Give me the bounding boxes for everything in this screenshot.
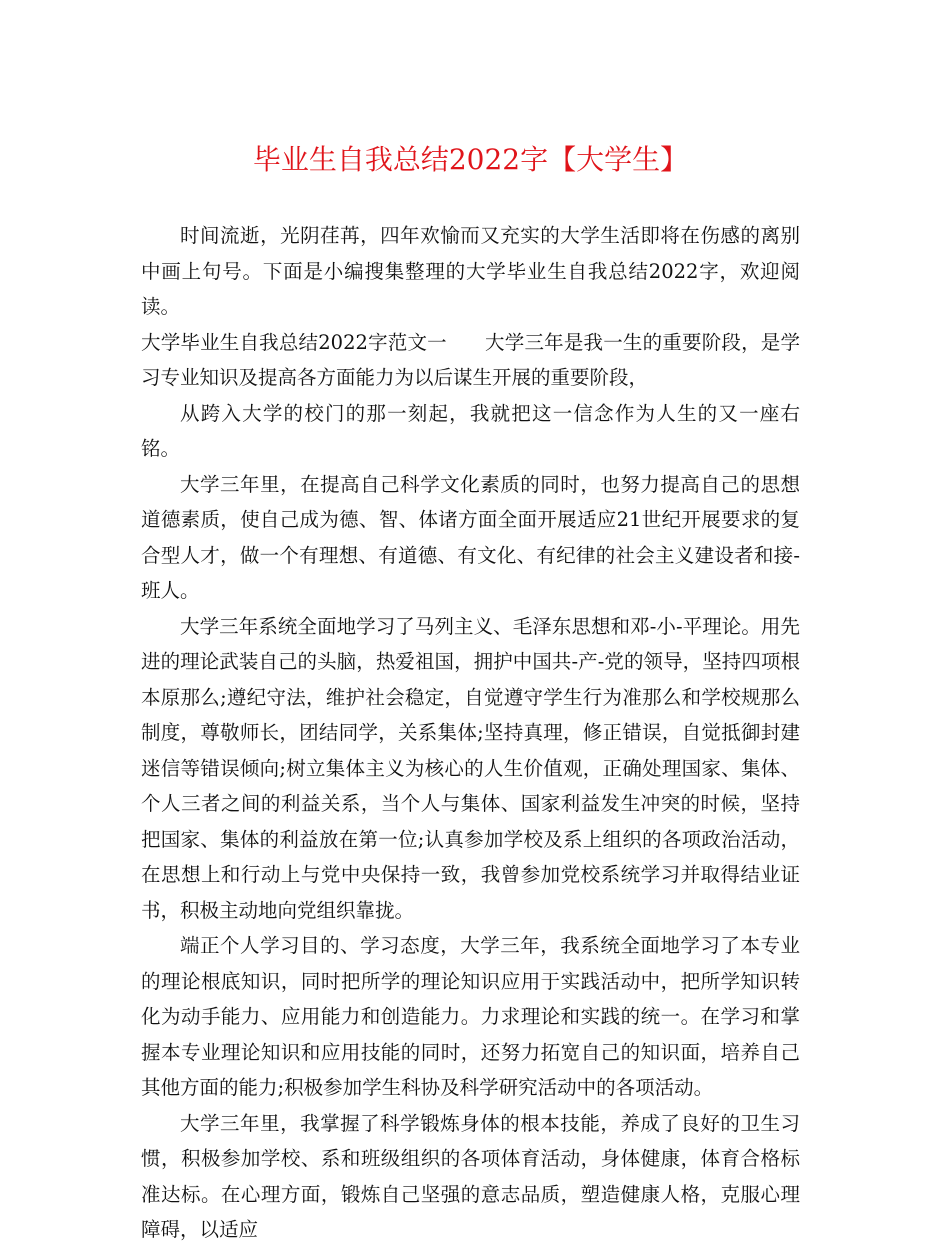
body-paragraph: 大学三年系统全面地学习了马列主义、毛泽东思想和邓-小-平理论。用先进的理论武装自己的头脑，热爱祖国，拥护中国共-产-党的领导，坚持四项根本原那么;遵纪守法，维护社会稳定，自觉遵守学生行为准那么和学校规那么制度，尊敬师长，团结同学，关系集体;坚持真理，修正错误，自觉抵御封建迷信等错误倾向;树立集体主义为核心的人生价值观，正确处理国家、集体、个人三者之间的利益关系，当个人与集体、国家利益发生冲突的时候，坚持把国家、集体的利益放在第一位;认真参加学校及系上组织的各项政治活动，在思想上和行动上与党中央保持一致，我曾参加党校系统学习并取得结业证书，积极主动地向党组织靠拢。 [141,614,800,922]
sample-heading: 大学毕业生自我总结2022字范文一 [141,330,447,354]
sample-first-text: 大学三年是我一生的重要阶段，是学习专业知识及提高各方面能力为以后谋生开展的重要阶段， [141,330,800,389]
document-title: 毕业生自我总结2022字【大学生】 [252,143,689,176]
intro-paragraph: 时间流逝，光阴荏苒，四年欢愉而又充实的大学生活即将在伤感的离别中画上句号。下面是小编搜集整理的大学毕业生自我总结2022字，欢迎阅读。 [141,224,800,318]
sample-paragraph [141,325,800,396]
body-paragraph: 大学三年里，我掌握了科学锻炼身体的根本技能，养成了良好的卫生习惯，积极参加学校、系和班级组织的各项体育活动，身体健康，体育合格标准达标。在心理方面，锻炼自己坚强的意志品质，塑造健康人格，克服心理障碍，以适应 [141,1111,800,1241]
body-paragraph: 从跨入大学的校门的那一刻起，我就把这一信念作为人生的又一座右铭。 [141,401,800,460]
body-paragraph: 端正个人学习目的、学习态度，大学三年，我系统全面地学习了本专业的理论根底知识，同时把所学的理论知识应用于实践活动中，把所学知识转化为动手能力、应用能力和创造能力。力求理论和实践的统一。在学习和掌握本专业理论知识和应用技能的同时，还努力拓宽自己的知识面，培养自己其他方面的能力;积极参加学生科协及科学研究活动中的各项活动。 [141,934,800,1099]
body-paragraph: 大学三年里，在提高自己科学文化素质的同时，也努力提高自己的思想道德素质，使自己成为德、智、体诸方面全面开展适应21世纪开展要求的复合型人才，做一个有理想、有道德、有文化、有纪律的社会主义建设者和接-班人。 [141,472,800,602]
